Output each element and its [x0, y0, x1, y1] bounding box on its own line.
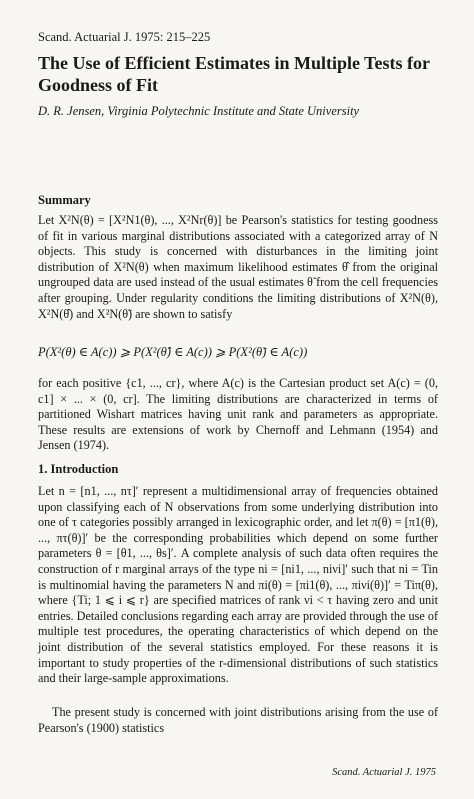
author-affiliation: D. R. Jensen, Virginia Polytechnic Institute and State University — [38, 104, 360, 118]
article-title: The Use of Efficient Estimates in Multiple Tests for Goodness of Fit — [38, 53, 430, 95]
summary-formula: P(X²(θ) ∈ A(c)) ⩾ P(X²(θ̂) ∈ A(c)) ⩾ P(X²(θ̃) ∈ A(c)) — [38, 345, 308, 359]
summary-paragraph-2: for each positive {c1, ..., cr}, where A(c) is the Cartesian product set A(c) = (0, c1] × ... × (0, cr]. The limiting distributions are characterized in terms of partitioned Wishart matrices having unit rank and parameters as appropriate. These results are extensions of work by Chernoff and Lehmann (1954) and Jensen (1974). — [38, 376, 438, 453]
introduction-paragraph-1: Let n = [n1, ..., nτ]′ represent a multidimensional array of frequencies obtained upon classifying each of N observations from some underlying distribution into one of τ categories possibly arranged in lexicographic order, and let π(θ) = [π1(θ), ..., πτ(θ)]′ be the corresponding probabilities which depend on some further parameters θ = [θ1, ..., θs]′. A complete analysis of such data often requires the construction of r marginal arrays of the type ni = [ni1, ..., niνi]′ such that ni = Tin is multinomial having the parameters N and πi(θ) = [πi1(θ), ..., πiνi(θ)]′ = Tiπ(θ), where {Ti; 1 ⩽ i ⩽ r} are specified matrices of rank νi < τ having zero and unit entries. Detailed conclusions regarding each array are provided through the use of multiple test procedures, the operating characteristics of which depend on the joint distribution of the several statistics employed. For these reasons it is important to study properties of the r-dimensional distributions of such statistics and their large-sample approximations. — [38, 484, 438, 686]
summary-paragraph-1: Let X²N(θ) = [X²N1(θ), ..., X²Nr(θ)] be Pearson's statistics for testing goodness of fit in various marginal distributions associated with a categorized array of N objects. This study is concerned with disturbances in the limiting joint distribution of X²N(θ) when maximum likelihood estimates θ̂ from the original ungrouped data are used instead of the usual estimates θ̃ from the cell frequencies after grouping. Under regularity conditions the limiting distributions of X²N(θ), X²N(θ̂) and X²N(θ̃) are shown to satisfy — [38, 213, 438, 321]
introduction-paragraph-2: The present study is concerned with joint distributions arising from the use of Pearson's (1900) statistics — [38, 705, 438, 735]
introduction-heading: 1. Introduction — [38, 462, 119, 476]
page-footer: Scand. Actuarial J. 1975 — [332, 767, 436, 778]
summary-heading: Summary — [38, 193, 91, 207]
journal-reference: Scand. Actuarial J. 1975: 215–225 — [38, 30, 211, 44]
